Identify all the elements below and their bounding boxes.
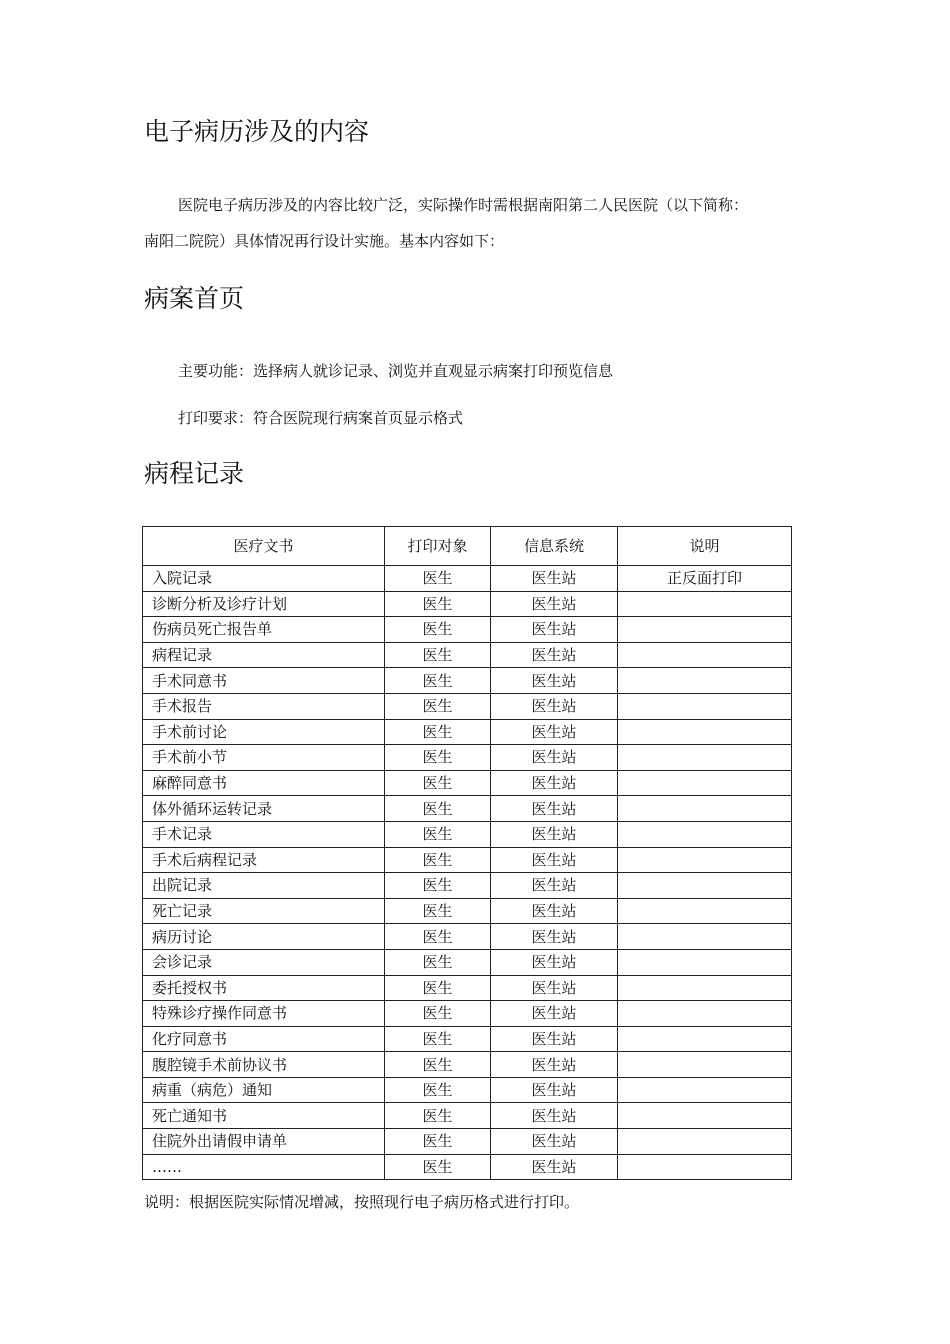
cell-document: 会诊记录 — [143, 949, 385, 975]
cell-print-target: 医生 — [385, 719, 491, 745]
cell-print-target: 医生 — [385, 1026, 491, 1052]
cell-remark — [618, 898, 792, 924]
header-info-system: 信息系统 — [491, 527, 618, 566]
cell-remark — [618, 1154, 792, 1180]
cell-remark — [618, 924, 792, 950]
cell-document: …… — [143, 1154, 385, 1180]
cell-document: 死亡记录 — [143, 898, 385, 924]
cell-remark — [618, 1001, 792, 1027]
cell-info-system: 医生站 — [491, 924, 618, 950]
cell-print-target: 医生 — [385, 1077, 491, 1103]
cell-document: 腹腔镜手术前协议书 — [143, 1052, 385, 1078]
cell-print-target: 医生 — [385, 693, 491, 719]
cell-document: 化疗同意书 — [143, 1026, 385, 1052]
cell-info-system: 医生站 — [491, 1103, 618, 1129]
cell-remark — [618, 949, 792, 975]
table-row — [143, 1026, 792, 1052]
header-remark: 说明 — [618, 527, 792, 566]
table-row — [143, 975, 792, 1001]
cell-remark — [618, 1103, 792, 1129]
cell-remark — [618, 668, 792, 694]
cell-remark — [618, 975, 792, 1001]
table-header-row — [143, 527, 792, 566]
cell-print-target: 医生 — [385, 949, 491, 975]
table-row — [143, 924, 792, 950]
cell-document: 病重（病危）通知 — [143, 1077, 385, 1103]
table-row — [143, 1129, 792, 1155]
cell-info-system: 医生站 — [491, 796, 618, 822]
table-row — [143, 668, 792, 694]
cell-remark — [618, 642, 792, 668]
table-row — [143, 1001, 792, 1027]
cell-print-target: 医生 — [385, 1129, 491, 1155]
cell-print-target: 医生 — [385, 924, 491, 950]
intro-line-2: 南阳二院院）具体情况再行设计实施。基本内容如下： — [144, 232, 505, 250]
cell-info-system: 医生站 — [491, 668, 618, 694]
cell-print-target: 医生 — [385, 566, 491, 592]
cell-document: 麻醉同意书 — [143, 770, 385, 796]
table-row — [143, 745, 792, 771]
cell-document: 病程记录 — [143, 642, 385, 668]
cell-info-system: 医生站 — [491, 873, 618, 899]
cell-document: 入院记录 — [143, 566, 385, 592]
table-row — [143, 1154, 792, 1180]
cell-info-system: 医生站 — [491, 591, 618, 617]
cell-print-target: 医生 — [385, 847, 491, 873]
header-print-target: 打印对象 — [385, 527, 491, 566]
cell-remark — [618, 719, 792, 745]
cell-info-system: 医生站 — [491, 847, 618, 873]
cell-print-target: 医生 — [385, 873, 491, 899]
intro-line-1: 医院电子病历涉及的内容比较广泛，实际操作时需根据南阳第二人民医院（以下简称： — [178, 196, 749, 214]
cell-remark — [618, 821, 792, 847]
cell-info-system: 医生站 — [491, 693, 618, 719]
cell-remark — [618, 617, 792, 643]
cell-remark — [618, 847, 792, 873]
cell-info-system: 医生站 — [491, 1026, 618, 1052]
cell-print-target: 医生 — [385, 1001, 491, 1027]
table-row — [143, 821, 792, 847]
cell-info-system: 医生站 — [491, 949, 618, 975]
cell-print-target: 医生 — [385, 591, 491, 617]
frontpage-function-text: 主要功能：选择病人就诊记录、浏览并直观显示病案打印预览信息 — [178, 362, 614, 380]
cell-document: 体外循环运转记录 — [143, 796, 385, 822]
cell-info-system: 医生站 — [491, 642, 618, 668]
cell-document: 诊断分析及诊疗计划 — [143, 591, 385, 617]
cell-print-target: 医生 — [385, 821, 491, 847]
cell-document: 手术前小节 — [143, 745, 385, 771]
cell-info-system: 医生站 — [491, 975, 618, 1001]
cell-info-system: 医生站 — [491, 1077, 618, 1103]
cell-print-target: 医生 — [385, 668, 491, 694]
table-row — [143, 1103, 792, 1129]
frontpage-print-text: 打印要求：符合医院现行病案首页显示格式 — [178, 409, 464, 427]
cell-info-system: 医生站 — [491, 821, 618, 847]
cell-document: 住院外出请假申请单 — [143, 1129, 385, 1155]
cell-remark — [618, 770, 792, 796]
table-row — [143, 591, 792, 617]
cell-remark — [618, 796, 792, 822]
cell-remark — [618, 1077, 792, 1103]
table-row — [143, 873, 792, 899]
cell-info-system: 医生站 — [491, 770, 618, 796]
page-title: 电子病历涉及的内容 — [144, 117, 370, 146]
cell-document: 出院记录 — [143, 873, 385, 899]
cell-info-system: 医生站 — [491, 1052, 618, 1078]
cell-print-target: 医生 — [385, 1154, 491, 1180]
cell-remark — [618, 693, 792, 719]
cell-document: 手术后病程记录 — [143, 847, 385, 873]
section-title-records: 病程记录 — [144, 459, 245, 488]
cell-info-system: 医生站 — [491, 745, 618, 771]
cell-print-target: 医生 — [385, 617, 491, 643]
cell-document: 死亡通知书 — [143, 1103, 385, 1129]
cell-print-target: 医生 — [385, 642, 491, 668]
cell-document: 手术报告 — [143, 693, 385, 719]
cell-document: 伤病员死亡报告单 — [143, 617, 385, 643]
cell-print-target: 医生 — [385, 770, 491, 796]
cell-info-system: 医生站 — [491, 1129, 618, 1155]
cell-info-system: 医生站 — [491, 1154, 618, 1180]
cell-remark — [618, 745, 792, 771]
table-row — [143, 642, 792, 668]
cell-info-system: 医生站 — [491, 566, 618, 592]
cell-print-target: 医生 — [385, 1052, 491, 1078]
table-row — [143, 566, 792, 592]
cell-info-system: 医生站 — [491, 719, 618, 745]
header-document: 医疗文书 — [143, 527, 385, 566]
cell-remark — [618, 1129, 792, 1155]
cell-document: 特殊诊疗操作同意书 — [143, 1001, 385, 1027]
medical-documents-table — [142, 526, 792, 1180]
cell-remark — [618, 591, 792, 617]
cell-info-system: 医生站 — [491, 898, 618, 924]
table-row — [143, 847, 792, 873]
cell-print-target: 医生 — [385, 975, 491, 1001]
cell-remark — [618, 873, 792, 899]
cell-document: 手术同意书 — [143, 668, 385, 694]
section-title-frontpage: 病案首页 — [144, 284, 245, 313]
table-row — [143, 1077, 792, 1103]
table-row — [143, 1052, 792, 1078]
table-row — [143, 693, 792, 719]
cell-document: 手术前讨论 — [143, 719, 385, 745]
table-row — [143, 898, 792, 924]
table-note: 说明：根据医院实际情况增减，按照现行电子病历格式进行打印。 — [144, 1193, 580, 1211]
table-row — [143, 949, 792, 975]
cell-document: 手术记录 — [143, 821, 385, 847]
cell-remark: 正反面打印 — [618, 566, 792, 592]
table-row — [143, 796, 792, 822]
cell-print-target: 医生 — [385, 1103, 491, 1129]
table-row — [143, 770, 792, 796]
cell-info-system: 医生站 — [491, 1001, 618, 1027]
cell-print-target: 医生 — [385, 745, 491, 771]
cell-info-system: 医生站 — [491, 617, 618, 643]
cell-print-target: 医生 — [385, 796, 491, 822]
cell-remark — [618, 1052, 792, 1078]
table-row — [143, 719, 792, 745]
cell-print-target: 医生 — [385, 898, 491, 924]
cell-remark — [618, 1026, 792, 1052]
cell-document: 病历讨论 — [143, 924, 385, 950]
table-row — [143, 617, 792, 643]
cell-document: 委托授权书 — [143, 975, 385, 1001]
